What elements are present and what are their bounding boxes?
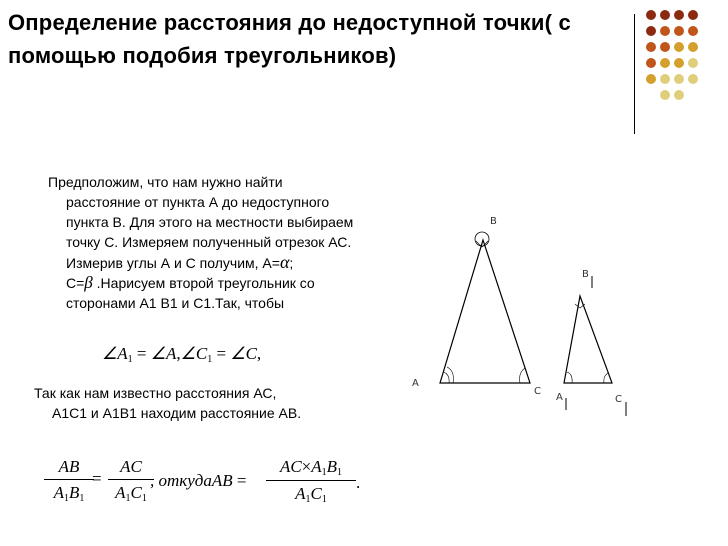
label-a: A <box>412 378 419 389</box>
eq1-c: C <box>245 344 257 363</box>
paragraph-intro-first-line: Предположим, что нам нужно найти <box>48 174 283 190</box>
angle-sign: ∠ <box>230 344 246 363</box>
num-ac: AC <box>279 457 302 476</box>
den-a: A <box>53 483 64 502</box>
paragraph-intro-text-b: .Нарисуем второй треугольник со сторонами А1 В1 и С1.Так, чтобы <box>66 275 315 311</box>
label-b: B <box>490 216 497 227</box>
small-angle-c-mark <box>604 373 608 383</box>
equals-sign: = <box>92 469 102 488</box>
den-a: A <box>115 483 126 502</box>
eq1-equals: = <box>136 344 147 363</box>
semicolon: ; <box>289 255 294 271</box>
den-c: C <box>310 484 322 503</box>
sub-1: 1 <box>305 494 311 505</box>
beta-symbol: β <box>84 273 93 292</box>
paragraph-intro-c-eq: С= <box>66 275 85 291</box>
times-sign: × <box>301 457 312 476</box>
sub-1: 1 <box>79 493 85 504</box>
sub-1: 1 <box>321 467 327 478</box>
sub-1: 1 <box>64 493 69 504</box>
eq1-a: A <box>165 344 177 363</box>
num-a: A <box>311 457 322 476</box>
sub-1: 1 <box>321 494 327 505</box>
label-a1: A <box>556 392 563 403</box>
middle-text: , откудаAB <box>150 471 233 490</box>
paragraph-intro-text-a: расстояние от пункта А до недоступного пункта В. Для этого на местности выбираем точку С. Измеряем полученный отрезок АС. Измерив углы А и С получим, А= <box>66 194 354 271</box>
label-c: C <box>534 386 541 397</box>
big-angle-a-mark <box>444 372 449 383</box>
den-b: B <box>69 483 80 502</box>
fraction-ab-num: AB <box>58 457 80 476</box>
small-triangle <box>564 296 612 383</box>
label-c1: C <box>615 394 622 405</box>
sub-1: 1 <box>337 467 343 478</box>
eq1-comma: , <box>256 344 262 363</box>
label-b1: B <box>582 269 589 280</box>
sub-1: 1 <box>141 493 147 504</box>
equals-sign: = <box>236 471 247 490</box>
eq1-equals: = <box>216 344 227 363</box>
eq1-a1: A <box>117 344 128 363</box>
den-c: C <box>130 483 142 502</box>
eq1-comma: , <box>176 344 181 363</box>
big-triangle <box>440 240 530 383</box>
paragraph-conclusion-body: А1С1 и А1В1 находим расстояние АВ. <box>52 405 302 421</box>
big-angle-c-mark <box>520 368 525 383</box>
paragraph-conclusion-first-line: Так как нам известно расстояния АС, <box>34 385 277 401</box>
sub-1: 1 <box>125 493 131 504</box>
angle-sign: ∠ <box>150 344 166 363</box>
den-a: A <box>295 484 306 503</box>
eq1-c1: C <box>195 344 208 363</box>
small-angle-a-mark <box>567 372 572 383</box>
page-title: Определение расстояния до недоступной точки( с помощью подобия треугольников) <box>8 10 571 68</box>
fraction-ac-num: AC <box>120 457 142 476</box>
angle-sign: ∠ <box>180 344 196 363</box>
alpha-symbol: α <box>279 252 290 272</box>
eq1-sub: 1 <box>207 354 213 365</box>
period: . <box>356 473 361 492</box>
angle-sign: ∠ <box>102 344 118 363</box>
eq1-sub: 1 <box>127 354 133 365</box>
num-b: B <box>326 457 338 476</box>
big-angle-a-mark <box>447 367 453 383</box>
